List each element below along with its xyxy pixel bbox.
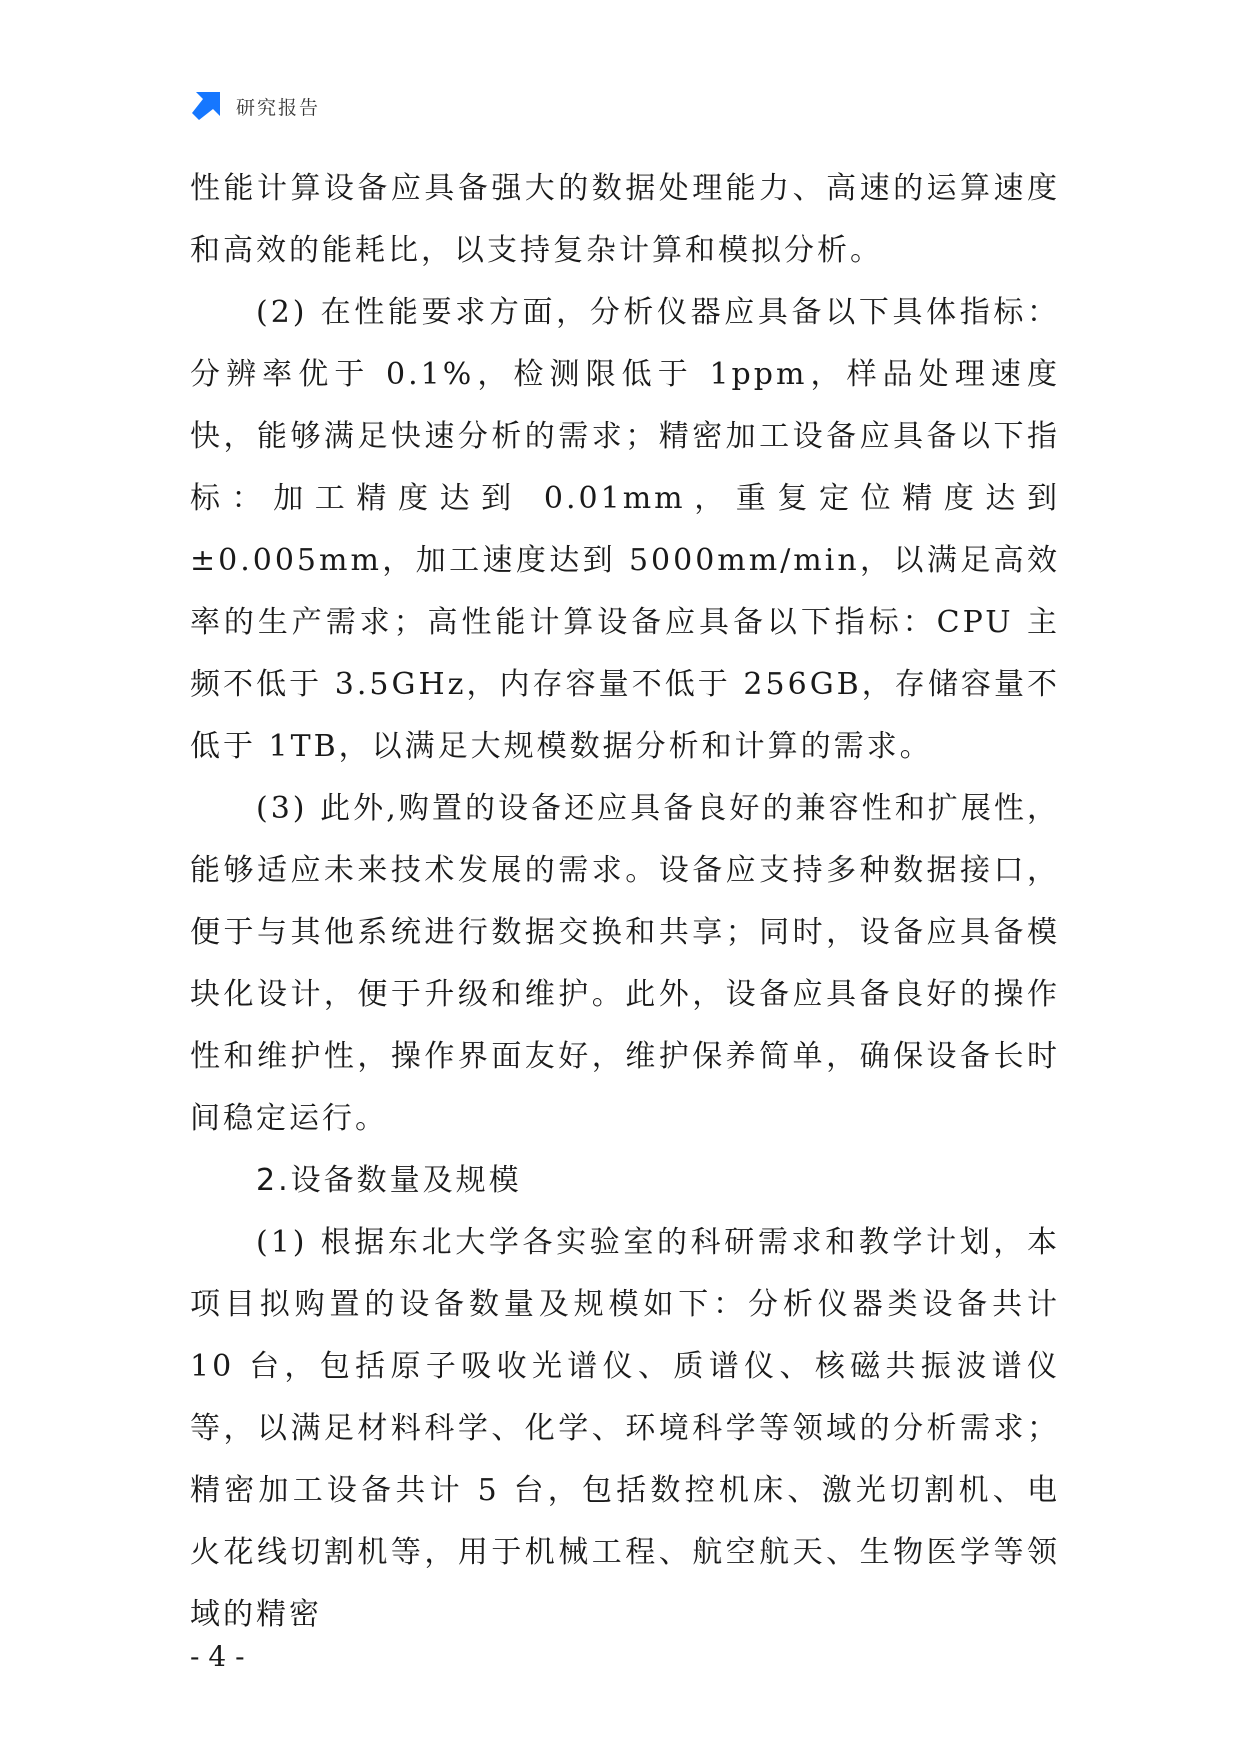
- page-number: - 4 -: [190, 1640, 245, 1673]
- paragraph-compatibility: (3) 此外,购置的设备还应具备良好的兼容性和扩展性，能够适应未来技术发展的需求。设备应支持多种数据接口，便于与其他系统进行数据交换和共享；同时，设备应具备模块化设计，便于升级和维护。此外，设备应具备良好的操作性和维护性，操作界面友好，维护保养简单，确保设备长时间稳定运行。: [190, 791, 1060, 1136]
- document-body: [190, 158, 1060, 1646]
- header-title: 研究报告: [236, 96, 321, 119]
- paragraph-performance-requirements: (2) 在性能要求方面，分析仪器应具备以下具体指标：分辨率优于 0.1%，检测限低于 1ppm，样品处理速度快，能够满足快速分析的需求；精密加工设备应具备以下指标：加工精度达到 0.01mm，重复定位精度达到±0.005mm，加工速度达到 5000mm/min，以满足高效率的生产需求；高性能计算设备应具备以下指标：CPU 主频不低于 3.5GHz，内存容量不低于 256GB，存储容量不低于 1TB，以满足大规模数据分析和计算的需求。: [190, 295, 1060, 764]
- paragraph-equipment-quantity: (1) 根据东北大学各实验室的科研需求和教学计划，本项目拟购置的设备数量及规模如下：分析仪器类设备共计 10 台，包括原子吸收光谱仪、质谱仪、核磁共振波谱仪等，以满足材料科学、化学、环境科学等领域的分析需求；精密加工设备共计 5 台，包括数控机床、激光切割机、电火花线切割机等，用于机械工程、航空航天、生物医学等领域的精密: [190, 1225, 1060, 1632]
- arrow-up-right-icon: [190, 90, 222, 122]
- section-heading: 2.设备数量及规模: [256, 1163, 522, 1198]
- report-header: [190, 90, 320, 122]
- paragraph-continuation: 性能计算设备应具备强大的数据处理能力、高速的运算速度和高效的能耗比，以支持复杂计算和模拟分析。: [190, 171, 1060, 268]
